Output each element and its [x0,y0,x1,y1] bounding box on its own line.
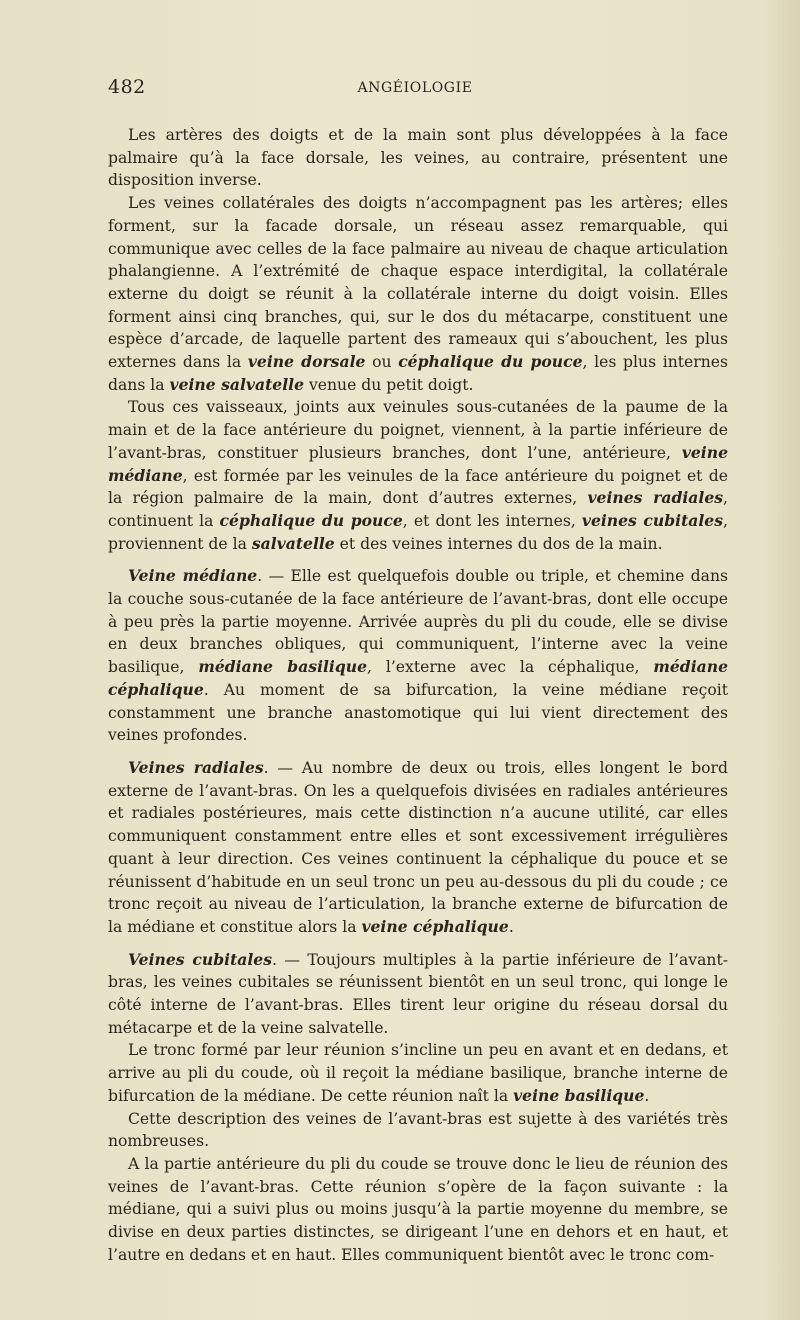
paragraph-veine-mediane [108,565,728,747]
paragraph-tronc [108,1039,728,1107]
section-heading: Veines cubitales [128,949,272,969]
paragraph-arteres [108,124,728,192]
term-italic: céphalique du pouce [219,510,403,530]
text-run: . [644,1086,650,1105]
running-head: ANGÉIOLOGIE [357,80,473,96]
text-run: venue du petit doigt. [304,375,474,394]
section-heading: Veines radiales [128,757,264,777]
text-run: , est formée par les veinules de la face antérieure du poignet et de la région palmaire de la main, dont d’autres externes, [108,466,728,508]
term-italic: veine médiane [108,442,728,485]
text-run: Le tronc formé par leur réunion s’incline un peu en avant et en dedans, et arrive au pli du coude, où il reçoit la médiane basilique, branche interne de bifurcation de la médiane. De cette réunion naît la [108,1041,728,1105]
text-run: , l’externe avec la céphalique, [367,658,654,677]
text-run: , proviennent de la [108,511,728,553]
page-body [108,124,728,1266]
section-heading: Veine médiane [128,566,258,586]
paragraph-veines-cubitales [108,949,728,1040]
term-italic: veine dorsale [247,352,366,372]
term-italic: veine basilique [513,1085,645,1105]
text-run: Cette description des veines de l’avant-bras est sujette à des variétés très nombreuses. [108,1109,728,1151]
paragraph-pli-du-coude [108,1153,728,1267]
text-run: . — Au nombre de deux ou trois, elles longent le bord externe de l’avant-bras. On les a quelquefois divisées en radiales antérieures et radiales postérieures, mais cette distinction n’a aucune utilité, car elles communiquent constamment entre elles et sont excessivement irrégulières quant à leur direction. Ces veines continuent la céphalique du pouce et se réunissent d’habitude en un seul tronc un peu au-dessous du pli du coude ; ce tronc reçoit au niveau de l’articulation, la branche externe de bifurcation de la médiane et constitue alors la [108,758,728,936]
text-run: et des veines internes du dos de la main. [334,534,663,553]
text-run: ou [365,353,399,372]
text-run: . [508,917,514,936]
text-run: , continuent la [108,489,728,530]
term-italic: veine salvatelle [169,374,304,394]
text-run: Tous ces vaisseaux, joints aux veinules sous-cutanées de la paume de la main et de la face antérieure du poignet, viennent, à la partie inférieure de l’avant-bras, constituer plusieurs branches, dont l’une, antérieure, [108,398,728,462]
term-italic: salvatelle [251,533,335,553]
paragraph-description [108,1108,728,1153]
page-number: 482 [108,76,146,98]
text-run: , les plus internes dans la [108,353,728,394]
term-italic: veines radiales [587,488,724,508]
text-run: . Au moment de sa bifurcation, la veine médiane reçoit constamment une branche anastomotique qui lui vient directement des veines profondes. [108,680,728,745]
term-italic: veines cubitales [581,510,724,530]
text-run: A la partie antérieure du pli du coude se trouve donc le lieu de réunion des veines de l’avant-bras. Cette réunion s’opère de la façon suivante : la médiane, qui a suivi plus ou moins jusqu’à la partie moyenne du membre, se divise en deux parties distinctes, se dirigeant l’une en dehors et en haut, et l’autre en dedans et en haut. Elles communiquent bientôt avec le tronc com- [108,1154,728,1264]
paragraph-vaisseaux [108,396,728,555]
term-italic: médiane céphalique [108,657,729,699]
paragraph-veines-radiales [108,757,728,939]
text-run: Les veines collatérales des doigts n’accompagnent pas les artères; elles forment, sur la facade dorsale, un réseau assez remarquable, qui communique avec celles de la face palmaire au niveau de chaque articulation phalangienne. A l’extrémité de chaque espace interdigital, la collatérale externe du doigt se réunit à la collatérale interne du doigt voisin. Elles forment ainsi cinq branches, qui, sur le dos du métacarpe, constituent une espèce d’arcade, de laquelle partent des rameaux qui s’abouchent, les plus externes dans la [108,194,728,372]
text-run: . — Elle est quelquefois double ou triple, et chemine dans la couche sous-cutanée de la face antérieure de l’avant-bras, dont elle occupe à peu près la partie moyenne. Arrivée auprès du pli du coude, elle se divise en deux branches obliques, qui communiquent, l’interne avec la veine basilique, [108,567,729,677]
text-run: . — Toujours multiples à la partie inférieure de l’avant-bras, les veines cubitales se réunissent bientôt en un seul tronc, qui longe le côté interne de l’avant-bras. Elles tirent leur origine du réseau dorsal du métacarpe et de la veine salvatelle. [108,950,728,1037]
text-run: Les artères des doigts et de la main sont plus développées à la face palmaire qu’à la face dorsale, les veines, au contraire, présentent une disposition inverse. [108,126,728,190]
term-italic: veine céphalique [361,916,509,936]
paragraph-collaterales [108,192,728,396]
term-italic: médiane basilique [198,657,368,677]
page-header [108,76,722,104]
text-run: , et dont les internes, [402,511,582,530]
term-italic: céphalique du pouce [398,352,583,372]
